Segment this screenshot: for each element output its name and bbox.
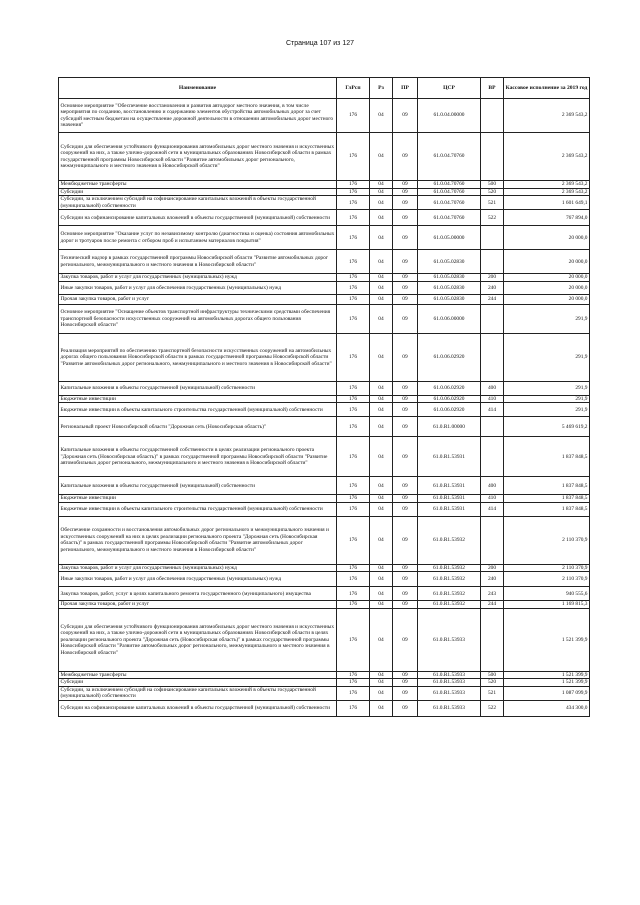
cell-rz: 04 (370, 333, 393, 381)
cell-glrsp: 176 (337, 564, 370, 571)
page-number: Страница 107 из 127 (285, 40, 355, 47)
cell-csr: 61.0.R1.53933 (418, 686, 481, 700)
cell-name: Обеспечение сохранности и восстановления автомобильных дорог регионального и межмуниципального значения и искусственных сооружений на них в целях реализации регионального проекта "Дорожная сеть (Новосибирская область)" в рамках государственной программы Новосибирской области "Развитие автомобильных дорог регионального, межмуниципального и местного значения в Новосибирской области" (59, 516, 337, 564)
cell-csr: 61.0.05.02830 (418, 281, 481, 294)
cell-csr: 61.0.R1.53933 (418, 700, 481, 716)
cell-csr: 61.0.R1.53931 (418, 495, 481, 502)
table-row (59, 274, 590, 281)
table-row (59, 671, 590, 678)
cell-glrsp: 176 (337, 304, 370, 333)
cell-vr (481, 516, 504, 564)
header-csr: ЦСР (418, 78, 481, 99)
cell-name: Иные закупки товаров, работ и услуг для обеспечения государственных (муниципальных) нужд (59, 572, 337, 587)
cell-pr: 09 (393, 381, 418, 395)
cell-name: Бюджетные инвестиции (59, 495, 337, 502)
cell-vr: 244 (481, 601, 504, 608)
table-row (59, 587, 590, 601)
cell-glrsp: 176 (337, 417, 370, 437)
cell-amount: 291,9 (504, 395, 590, 402)
cell-csr: 61.0.05.02830 (418, 274, 481, 281)
cell-pr: 09 (393, 210, 418, 226)
cell-glrsp: 176 (337, 608, 370, 671)
cell-pr: 09 (393, 587, 418, 601)
table-row (59, 495, 590, 502)
header-name: Наименование (59, 78, 337, 99)
table-body (59, 99, 590, 717)
cell-glrsp: 176 (337, 210, 370, 226)
cell-name: Основное мероприятие "Обеспечение восстановления и развития автодорог местного значения, в том числе мероприятия по созданию, восстановлению и содержанию элементов обустройства автомобильных дорог за счет субсидий местным бюджетам на осуществление дорожной деятельности в отношении автомобильных дорог местного значения" (59, 99, 337, 133)
cell-rz: 04 (370, 601, 393, 608)
cell-glrsp: 176 (337, 601, 370, 608)
cell-pr: 09 (393, 250, 418, 274)
table-row (59, 189, 590, 196)
cell-csr: 61.0.06.02920 (418, 395, 481, 402)
cell-vr: 240 (481, 281, 504, 294)
cell-name: Закупка товаров, работ и услуг для государственных (муниципальных) нужд (59, 564, 337, 571)
cell-glrsp: 176 (337, 181, 370, 189)
cell-pr: 09 (393, 281, 418, 294)
cell-name: Капитальные вложения в объекты государственной собственности в целях реализации регионального проекта "Дорожная сеть (Новосибирская область)" в рамках государственной программы Новосибирской области "Развитие автомобильных дорог регионального, межмуниципального и местного значения в Новосибирской области" (59, 437, 337, 477)
cell-csr: 61.0.04.00000 (418, 99, 481, 133)
table-row (59, 417, 590, 437)
cell-amount: 1 087 099,9 (504, 686, 590, 700)
cell-vr (481, 226, 504, 250)
cell-vr (481, 133, 504, 181)
cell-amount: 2 369 543,2 (504, 133, 590, 181)
cell-csr: 61.0.R1.00000 (418, 417, 481, 437)
cell-vr: 410 (481, 395, 504, 402)
header-amount: Кассовое исполнение за 2019 год (504, 78, 590, 99)
cell-amount: 2 110 370,9 (504, 564, 590, 571)
cell-name: Закупка товаров, работ и услуг для государственных (муниципальных) нужд (59, 274, 337, 281)
table-row (59, 608, 590, 671)
cell-csr: 61.0.06.00000 (418, 304, 481, 333)
cell-name: Субсидии, за исключением субсидий на софинансирование капитальных вложений в объекты государственной (муниципальной) собственности (59, 196, 337, 210)
cell-csr: 61.0.R1.53933 (418, 679, 481, 686)
table-row (59, 99, 590, 133)
table-row (59, 502, 590, 516)
cell-rz: 04 (370, 281, 393, 294)
table-row (59, 403, 590, 417)
cell-glrsp: 176 (337, 196, 370, 210)
cell-pr: 09 (393, 181, 418, 189)
cell-rz: 04 (370, 395, 393, 402)
cell-pr: 09 (393, 502, 418, 516)
cell-vr: 500 (481, 181, 504, 189)
cell-name: Закупка товаров, работ, услуг в целях капитального ремонта государственного (муниципального) имущества (59, 587, 337, 601)
table-row (59, 381, 590, 395)
cell-rz: 04 (370, 304, 393, 333)
cell-vr (481, 608, 504, 671)
cell-name: Субсидии (59, 679, 337, 686)
cell-csr: 61.0.R1.53932 (418, 516, 481, 564)
cell-glrsp: 176 (337, 686, 370, 700)
cell-pr: 09 (393, 477, 418, 495)
cell-amount: 1 837 848,5 (504, 477, 590, 495)
cell-pr: 09 (393, 226, 418, 250)
cell-rz: 04 (370, 403, 393, 417)
cell-glrsp: 176 (337, 516, 370, 564)
cell-pr: 09 (393, 686, 418, 700)
cell-glrsp: 176 (337, 226, 370, 250)
cell-rz: 04 (370, 210, 393, 226)
cell-csr: 61.0.06.02920 (418, 381, 481, 395)
cell-pr: 09 (393, 189, 418, 196)
table-row (59, 250, 590, 274)
cell-amount: 291,9 (504, 333, 590, 381)
cell-rz: 04 (370, 671, 393, 678)
cell-amount: 2 369 543,2 (504, 181, 590, 189)
cell-rz: 04 (370, 679, 393, 686)
cell-pr: 09 (393, 274, 418, 281)
cell-amount: 5 469 619,2 (504, 417, 590, 437)
cell-glrsp: 176 (337, 381, 370, 395)
cell-glrsp: 176 (337, 189, 370, 196)
cell-glrsp: 176 (337, 495, 370, 502)
table-row (59, 226, 590, 250)
cell-vr: 414 (481, 403, 504, 417)
cell-vr: 414 (481, 502, 504, 516)
cell-csr: 61.0.04.70760 (418, 196, 481, 210)
cell-pr: 09 (393, 516, 418, 564)
cell-glrsp: 176 (337, 274, 370, 281)
cell-glrsp: 176 (337, 333, 370, 381)
cell-amount: 2 110 370,9 (504, 572, 590, 587)
cell-rz: 04 (370, 294, 393, 304)
cell-name: Иные закупки товаров, работ и услуг для обеспечения государственных (муниципальных) нужд (59, 281, 337, 294)
cell-name: Реализация мероприятий по обеспечению транспортной безопасности искусственных сооружений на автомобильных дорогах общего пользования Новосибирской области в рамках государственной программы Новосибирской области "Развитие автомобильных дорог регионального, межмуниципального и местного значения в Новосибирской области" (59, 333, 337, 381)
table-row (59, 437, 590, 477)
cell-vr: 400 (481, 477, 504, 495)
cell-amount: 20 000,0 (504, 226, 590, 250)
cell-amount: 940 555,6 (504, 587, 590, 601)
cell-name: Субсидии (59, 189, 337, 196)
cell-amount: 1 837 848,5 (504, 502, 590, 516)
cell-pr: 09 (393, 608, 418, 671)
cell-pr: 09 (393, 196, 418, 210)
header-rz: Рз (370, 78, 393, 99)
cell-pr: 09 (393, 133, 418, 181)
cell-name: Субсидии на софинансирование капитальных вложений в объекты государственной (муниципальной) собственности (59, 700, 337, 716)
cell-rz: 04 (370, 133, 393, 181)
cell-csr: 61.0.06.02920 (418, 333, 481, 381)
cell-pr: 09 (393, 333, 418, 381)
cell-name: Капитальные вложения в объекты государственной (муниципальной) собственности (59, 381, 337, 395)
table-row (59, 679, 590, 686)
cell-name: Региональный проект Новосибирской области "Дорожная сеть (Новосибирская область)" (59, 417, 337, 437)
cell-amount: 1 601 649,1 (504, 196, 590, 210)
cell-vr: 200 (481, 274, 504, 281)
cell-csr: 61.0.R1.53933 (418, 608, 481, 671)
cell-rz: 04 (370, 274, 393, 281)
cell-pr: 09 (393, 294, 418, 304)
cell-rz: 04 (370, 189, 393, 196)
cell-amount: 1 521 399,9 (504, 671, 590, 678)
cell-csr: 61.0.05.02830 (418, 294, 481, 304)
cell-rz: 04 (370, 587, 393, 601)
cell-pr: 09 (393, 601, 418, 608)
table-row (59, 196, 590, 210)
cell-pr: 09 (393, 99, 418, 133)
cell-glrsp: 176 (337, 395, 370, 402)
cell-vr: 243 (481, 587, 504, 601)
cell-csr: 61.0.04.70760 (418, 181, 481, 189)
cell-rz: 04 (370, 700, 393, 716)
cell-glrsp: 176 (337, 294, 370, 304)
table-row (59, 294, 590, 304)
cell-name: Технический надзор в рамках государственной программы Новосибирской области "Развитие автомобильных дорог регионального, межмуниципального и местного значения в Новосибирской области" (59, 250, 337, 274)
cell-amount: 1 837 848,5 (504, 437, 590, 477)
cell-csr: 61.0.R1.53931 (418, 477, 481, 495)
cell-vr: 520 (481, 189, 504, 196)
cell-vr: 522 (481, 210, 504, 226)
cell-vr: 500 (481, 671, 504, 678)
table-row (59, 601, 590, 608)
cell-csr: 61.0.04.70760 (418, 210, 481, 226)
cell-csr: 61.0.R1.53933 (418, 671, 481, 678)
cell-amount: 1 521 399,9 (504, 608, 590, 671)
cell-name: Субсидии, за исключением субсидий на софинансирование капитальных вложений в объекты государственной (муниципальной) собственности (59, 686, 337, 700)
table-row (59, 181, 590, 189)
cell-vr: 520 (481, 679, 504, 686)
cell-vr: 410 (481, 495, 504, 502)
cell-csr: 61.0.R1.53932 (418, 564, 481, 571)
cell-vr (481, 304, 504, 333)
cell-name: Прочая закупка товаров, работ и услуг (59, 601, 337, 608)
cell-csr: 61.0.06.02920 (418, 403, 481, 417)
cell-csr: 61.0.R1.53932 (418, 601, 481, 608)
cell-glrsp: 176 (337, 572, 370, 587)
cell-rz: 04 (370, 381, 393, 395)
table-row (59, 516, 590, 564)
cell-vr: 522 (481, 700, 504, 716)
cell-rz: 04 (370, 502, 393, 516)
cell-rz: 04 (370, 417, 393, 437)
cell-amount: 1 521 399,9 (504, 679, 590, 686)
cell-name: Основное мероприятие "Оснащение объектов транспортной инфраструктуры техническими средствами обеспечения транспортной безопасности искусственных сооружений на автомобильных дорогах общего пользования Новосибирской области" (59, 304, 337, 333)
cell-glrsp: 176 (337, 477, 370, 495)
cell-name: Основное мероприятие "Оказание услуг по независимому контролю (диагностика и оценка) состояния автомобильных дорог и тротуаров после ремонта с отбором проб и испытанием материалов покрытия" (59, 226, 337, 250)
cell-rz: 04 (370, 608, 393, 671)
cell-glrsp: 176 (337, 502, 370, 516)
cell-rz: 04 (370, 250, 393, 274)
table-row (59, 133, 590, 181)
cell-vr (481, 417, 504, 437)
cell-csr: 61.0.R1.53931 (418, 502, 481, 516)
cell-glrsp: 176 (337, 671, 370, 678)
cell-rz: 04 (370, 572, 393, 587)
cell-amount: 1 837 848,5 (504, 495, 590, 502)
cell-amount: 2 369 543,2 (504, 99, 590, 133)
cell-csr: 61.0.R1.53932 (418, 587, 481, 601)
header-vr: ВР (481, 78, 504, 99)
cell-vr: 200 (481, 564, 504, 571)
cell-vr: 400 (481, 381, 504, 395)
cell-glrsp: 176 (337, 700, 370, 716)
table-row (59, 477, 590, 495)
table-row (59, 281, 590, 294)
cell-glrsp: 176 (337, 133, 370, 181)
cell-glrsp: 176 (337, 403, 370, 417)
header-pr: ПР (393, 78, 418, 99)
cell-name: Бюджетные инвестиции в объекты капитального строительства государственной (муниципальной) собственности (59, 403, 337, 417)
cell-rz: 04 (370, 564, 393, 571)
cell-rz: 04 (370, 686, 393, 700)
cell-csr: 61.0.04.70760 (418, 133, 481, 181)
cell-glrsp: 176 (337, 281, 370, 294)
cell-amount: 767 894,0 (504, 210, 590, 226)
cell-amount: 434 300,0 (504, 700, 590, 716)
cell-amount: 291,9 (504, 403, 590, 417)
table-row (59, 210, 590, 226)
cell-rz: 04 (370, 181, 393, 189)
cell-vr (481, 333, 504, 381)
cell-vr: 244 (481, 294, 504, 304)
cell-rz: 04 (370, 196, 393, 210)
cell-pr: 09 (393, 417, 418, 437)
table-header-row (59, 78, 590, 99)
cell-vr: 240 (481, 572, 504, 587)
cell-csr: 61.0.05.02830 (418, 250, 481, 274)
table-row (59, 564, 590, 571)
cell-pr: 09 (393, 437, 418, 477)
cell-amount: 1 169 815,3 (504, 601, 590, 608)
cell-name: Бюджетные инвестиции в объекты капитального строительства государственной (муниципальной) собственности (59, 502, 337, 516)
cell-vr: 521 (481, 196, 504, 210)
cell-pr: 09 (393, 564, 418, 571)
table-row (59, 304, 590, 333)
cell-rz: 04 (370, 99, 393, 133)
cell-pr: 09 (393, 495, 418, 502)
cell-csr: 61.0.05.00000 (418, 226, 481, 250)
header-glrsp: ГлРсп (337, 78, 370, 99)
cell-rz: 04 (370, 516, 393, 564)
cell-name: Субсидии на софинансирование капитальных вложений в объекты государственной (муниципальной) собственности (59, 210, 337, 226)
cell-name: Межбюджетные трансферты (59, 671, 337, 678)
cell-csr: 61.0.R1.53931 (418, 437, 481, 477)
cell-pr: 09 (393, 679, 418, 686)
cell-amount: 20 000,0 (504, 250, 590, 274)
cell-amount: 20 000,0 (504, 281, 590, 294)
cell-pr: 09 (393, 700, 418, 716)
cell-vr: 521 (481, 686, 504, 700)
cell-pr: 09 (393, 395, 418, 402)
cell-glrsp: 176 (337, 250, 370, 274)
cell-name: Прочая закупка товаров, работ и услуг (59, 294, 337, 304)
cell-amount: 291,9 (504, 381, 590, 395)
cell-amount: 20 000,0 (504, 294, 590, 304)
table-row (59, 700, 590, 716)
cell-pr: 09 (393, 671, 418, 678)
cell-name: Бюджетные инвестиции (59, 395, 337, 402)
cell-vr (481, 99, 504, 133)
cell-rz: 04 (370, 477, 393, 495)
cell-name: Капитальные вложения в объекты государственной (муниципальной) собственности (59, 477, 337, 495)
cell-name: Межбюджетные трансферты (59, 181, 337, 189)
cell-name: Субсидии для обеспечения устойчивого функционирования автомобильных дорог местного значения и искусственных сооружений на них, а также улично-дорожной сети в муниципальных образованиях Новосибирской области в целях реализации регионального проекта "Дорожная сеть (Новосибирская область)" в рамках государственной программы Новосибирской области "Развитие автомобильных дорог регионального, межмуниципального и местного значения в Новосибирской области" (59, 608, 337, 671)
cell-csr: 61.0.04.70760 (418, 189, 481, 196)
cell-name: Субсидии для обеспечения устойчивого функционирования автомобильных дорог местного значения и искусственных сооружений на них, а также улично-дорожной сети в муниципальных образованиях Новосибирской области в рамках государственной программы Новосибирской области "Развитие автомобильных дорог регионального, межмуниципального и местного значения в Новосибирской области" (59, 133, 337, 181)
cell-rz: 04 (370, 437, 393, 477)
cell-rz: 04 (370, 226, 393, 250)
cell-amount: 2 110 370,9 (504, 516, 590, 564)
budget-table (58, 77, 590, 717)
cell-glrsp: 176 (337, 437, 370, 477)
cell-csr: 61.0.R1.53932 (418, 572, 481, 587)
cell-pr: 09 (393, 304, 418, 333)
cell-glrsp: 176 (337, 679, 370, 686)
cell-vr (481, 437, 504, 477)
table-row (59, 686, 590, 700)
cell-amount: 2 369 543,2 (504, 189, 590, 196)
cell-pr: 09 (393, 572, 418, 587)
table-row (59, 572, 590, 587)
cell-vr (481, 250, 504, 274)
table-row (59, 395, 590, 402)
cell-rz: 04 (370, 495, 393, 502)
table-row (59, 333, 590, 381)
cell-pr: 09 (393, 403, 418, 417)
cell-amount: 291,9 (504, 304, 590, 333)
cell-glrsp: 176 (337, 587, 370, 601)
cell-amount: 20 000,0 (504, 274, 590, 281)
cell-glrsp: 176 (337, 99, 370, 133)
